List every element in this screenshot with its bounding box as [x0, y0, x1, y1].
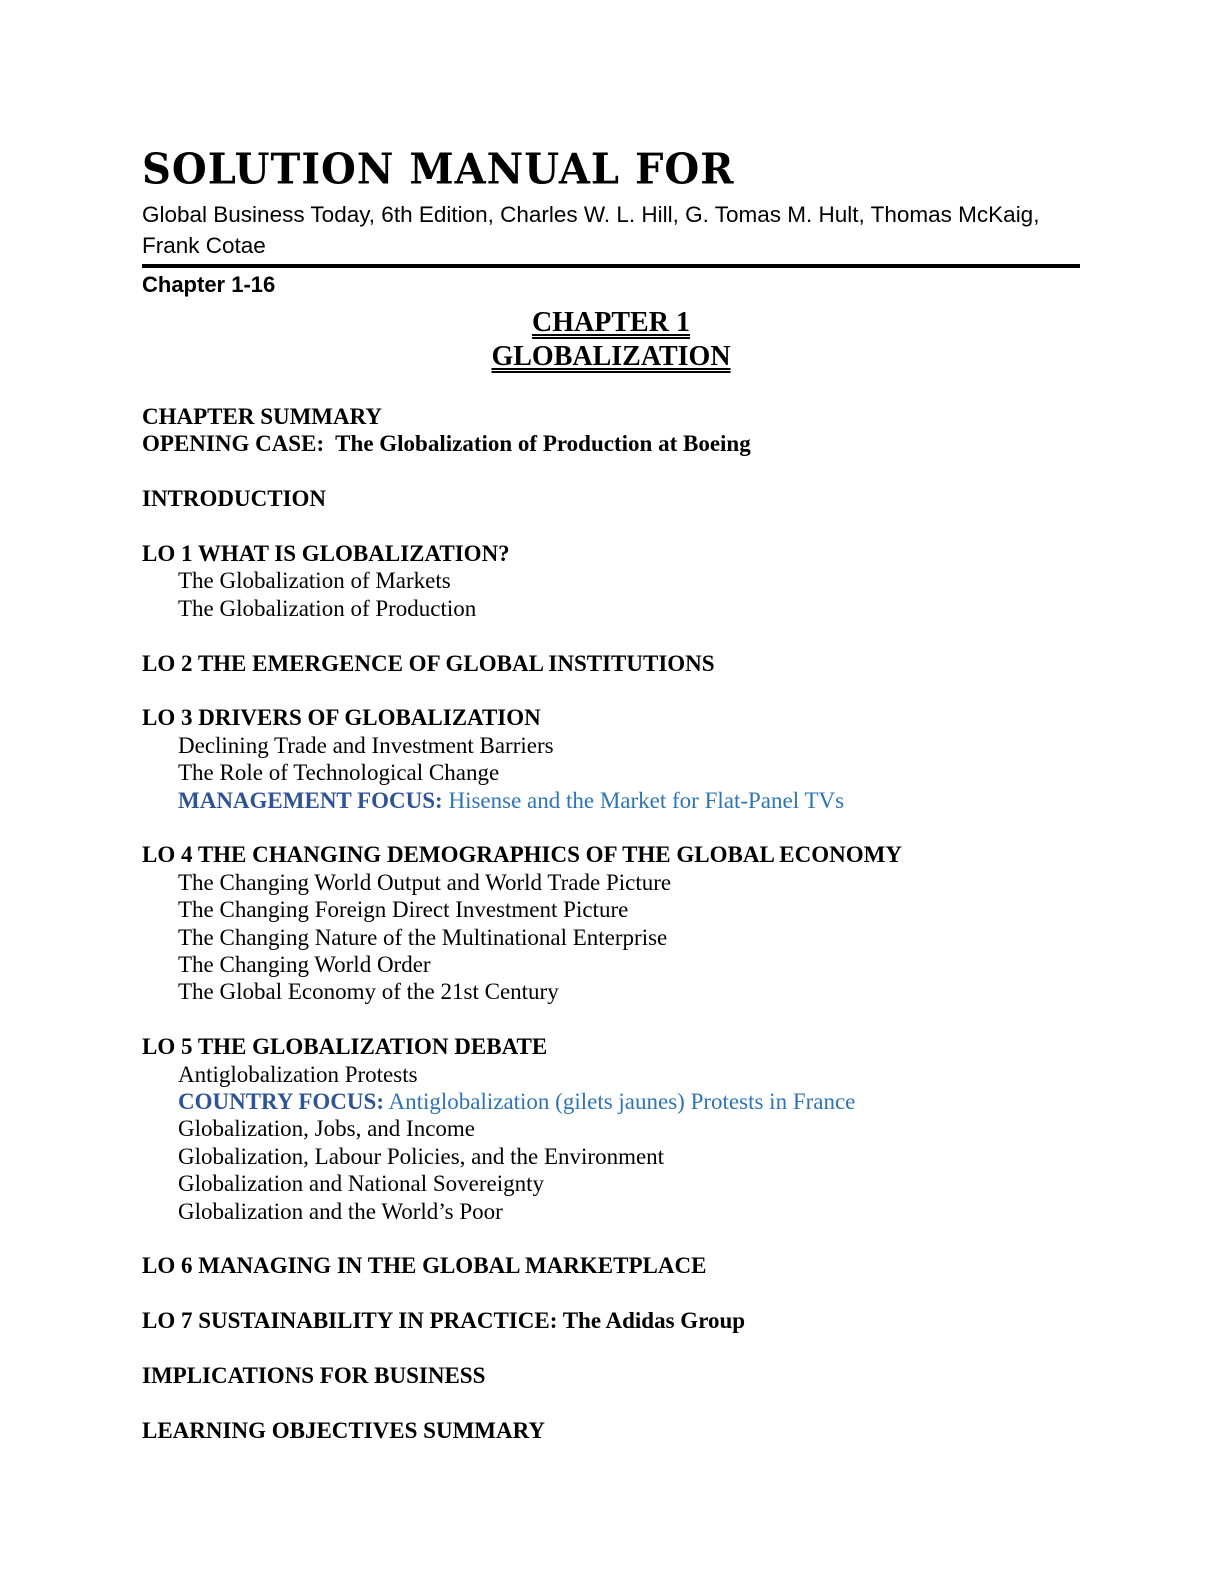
toc-subitem: Globalization and the World’s Poor — [178, 1198, 503, 1224]
chapter-heading — [142, 306, 1080, 374]
toc-heading: LO 5 THE GLOBALIZATION DEBATE — [142, 1034, 548, 1060]
toc-subitem: The Changing Foreign Direct Investment Picture — [178, 897, 629, 923]
toc-gap — [142, 677, 1080, 704]
focus-label: COUNTRY FOCUS: — [178, 1089, 384, 1115]
toc-subitem: Globalization and National Sovereignty — [178, 1171, 544, 1197]
toc-heading: LO 4 THE CHANGING DEMOGRAPHICS OF THE GLOBAL ECONOMY — [142, 842, 902, 868]
horizontal-rule — [142, 264, 1080, 268]
toc-heading: IMPLICATIONS FOR BUSINESS — [142, 1363, 486, 1389]
chapter-range-label: Chapter 1-16 — [142, 272, 276, 297]
page-title: SOLUTION MANUAL FOR — [142, 144, 735, 195]
toc-heading: LO 7 SUSTAINABILITY IN PRACTICE: The Adidas Group — [142, 1308, 746, 1334]
toc-heading: OPENING CASE: The Globalization of Production at Boeing — [142, 431, 751, 457]
toc-subitem: Declining Trade and Investment Barriers — [178, 732, 554, 758]
chapter-heading-line1: CHAPTER 1 — [532, 307, 690, 338]
toc-heading: LO 6 MANAGING IN THE GLOBAL MARKETPLACE — [142, 1253, 707, 1279]
toc-subitem: The Role of Technological Change — [178, 760, 500, 786]
toc-subitem: The Global Economy of the 21st Century — [178, 979, 559, 1005]
focus-text: Hisense and the Market for Flat-Panel TVs — [442, 787, 845, 813]
toc-gap — [142, 1280, 1080, 1307]
toc-subitem: The Globalization of Production — [178, 595, 477, 621]
toc-subitem: Globalization, Jobs, and Income — [178, 1116, 476, 1142]
toc-focus-line — [142, 787, 1080, 814]
toc-subitem: The Changing World Output and World Trade Picture — [178, 869, 672, 895]
toc-subitem: The Changing World Order — [178, 952, 431, 978]
toc-gap — [142, 1225, 1080, 1252]
toc-subitem: The Changing Nature of the Multinational Enterprise — [178, 924, 668, 950]
toc-subitem: Antiglobalization Protests — [178, 1061, 418, 1087]
toc-heading: LO 3 DRIVERS OF GLOBALIZATION — [142, 705, 541, 731]
toc-gap — [142, 458, 1080, 485]
toc-heading: CHAPTER SUMMARY — [142, 404, 383, 429]
toc-focus-line — [142, 1088, 1080, 1115]
toc-subitem: Globalization, Labour Policies, and the Environment — [178, 1143, 665, 1169]
toc-gap — [142, 1335, 1080, 1362]
toc-gap — [142, 814, 1080, 841]
toc-gap — [142, 1389, 1080, 1416]
toc-heading: INTRODUCTION — [142, 486, 327, 512]
toc-subitem: The Globalization of Markets — [178, 568, 451, 594]
toc-heading: LO 2 THE EMERGENCE OF GLOBAL INSTITUTIONS — [142, 650, 715, 676]
book-subtitle: Global Business Today, 6th Edition, Charles W. L. Hill, G. Tomas M. Hult, Thomas McKaig, Frank Cotae — [142, 202, 1040, 258]
toc-gap — [142, 1006, 1080, 1033]
chapter-heading-line2: GLOBALIZATION — [491, 341, 731, 372]
toc-gap — [142, 513, 1080, 540]
focus-text: Antiglobalization (gilets jaunes) Protests in France — [383, 1089, 856, 1115]
toc-heading: LEARNING OBJECTIVES SUMMARY — [142, 1417, 546, 1443]
toc-gap — [142, 622, 1080, 649]
toc — [142, 403, 1080, 1444]
focus-label: MANAGEMENT FOCUS: — [178, 787, 443, 813]
toc-heading: LO 1 WHAT IS GLOBALIZATION? — [142, 541, 510, 566]
